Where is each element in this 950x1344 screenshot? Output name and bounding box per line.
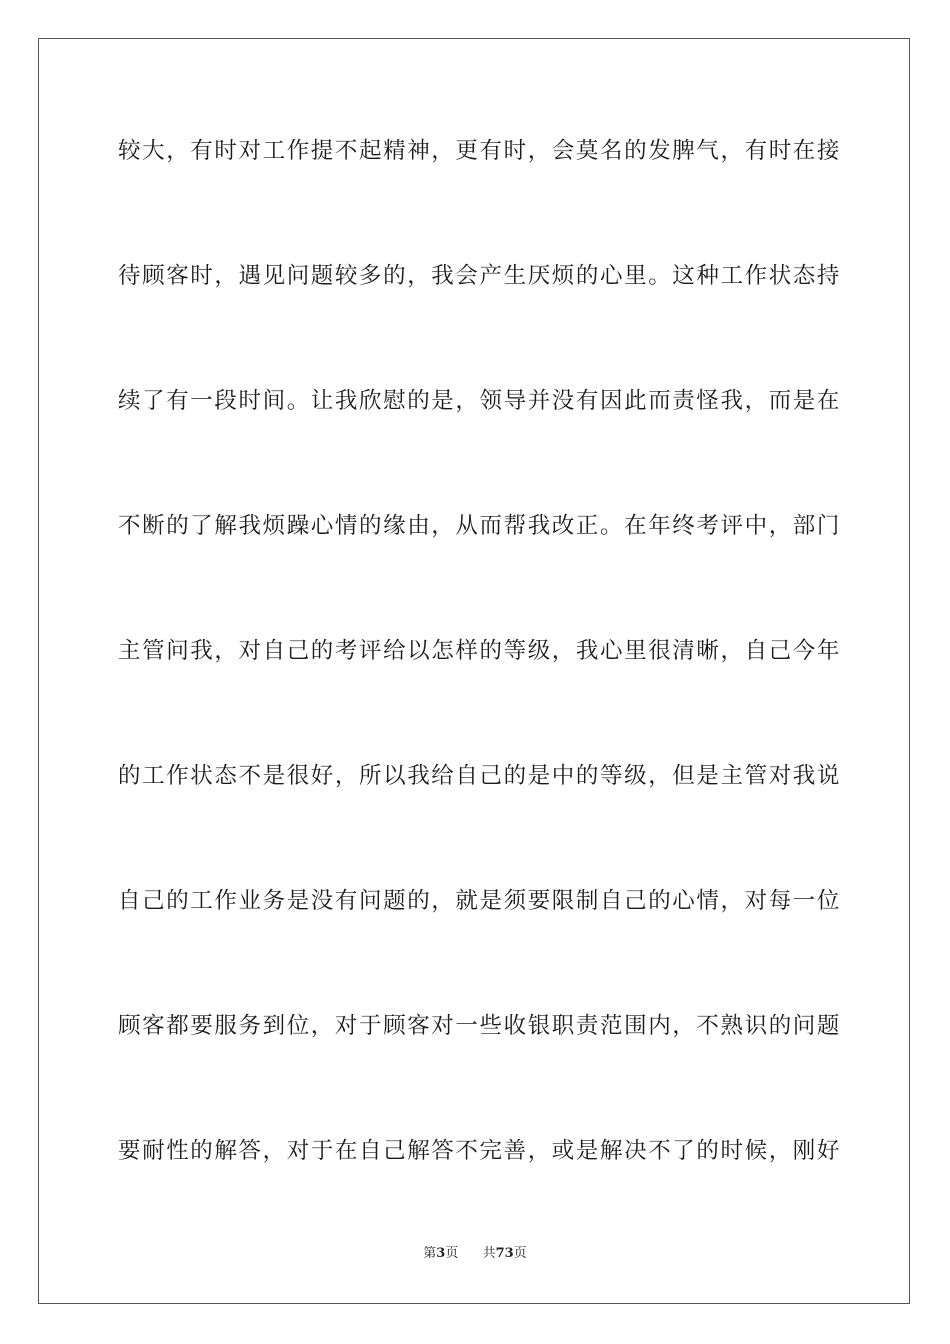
body-text-line-5: 主管问我，对自己的考评给以怎样的等级，我心里很清晰，自己今年	[118, 638, 842, 664]
page-suffix: 页	[445, 1246, 459, 1261]
total-pages-number: 73	[495, 1246, 514, 1261]
body-text-line-6: 的工作状态不是很好，所以我给自己的是中的等级，但是主管对我说	[118, 763, 842, 789]
total-pages-indicator	[483, 1246, 527, 1261]
body-text-line-8: 顾客都要服务到位，对于顾客对一些收银职责范围内，不熟识的问题	[118, 1013, 842, 1039]
page-number-indicator	[423, 1246, 462, 1261]
body-text-line-9: 要耐性的解答，对于在自己解答不完善，或是解决不了的时候，刚好	[118, 1138, 842, 1164]
body-text-line-7: 自己的工作业务是没有问题的，就是须要限制自己的心情，对每一位	[118, 888, 842, 914]
page-border	[38, 38, 910, 1304]
current-page-number: 3	[436, 1246, 446, 1261]
body-text-line-3: 续了有一段时间。让我欣慰的是，领导并没有因此而责怪我，而是在	[118, 388, 842, 414]
page-prefix: 第	[423, 1246, 437, 1261]
body-text-line-1: 较大，有时对工作提不起精神，更有时，会莫名的发脾气，有时在接	[118, 138, 842, 164]
body-text-line-4: 不断的了解我烦躁心情的缘由，从而帮我改正。在年终考评中，部门	[118, 513, 842, 539]
total-suffix: 页	[513, 1246, 527, 1261]
page-footer	[0, 1245, 950, 1263]
total-prefix: 共	[482, 1246, 496, 1261]
body-text-line-2: 待顾客时，遇见问题较多的，我会产生厌烦的心里。这种工作状态持	[118, 263, 842, 289]
